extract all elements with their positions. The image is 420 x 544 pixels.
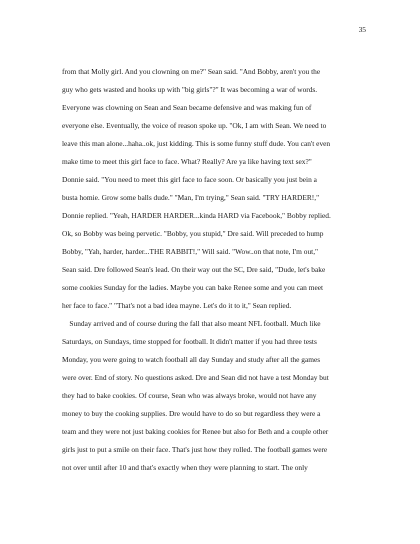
text-line: Sunday arrived and of course during the fall that also meant NFL football. Much like: [62, 319, 321, 328]
text-line: her face to face." "That's not a bad idea mayne. Let's do it to it," Sean replied.: [62, 301, 292, 310]
text-line: Everyone was clowning on Sean and Sean became defensive and was making fun of: [62, 103, 312, 112]
text-line: Saturdays, on Sundays, time stopped for football. It didn't matter if you had three tests: [62, 337, 317, 346]
text-line: Ok, so Bobby was being pervetic. "Bobby, you stupid," Dre said. Will preceded to hump: [62, 229, 324, 238]
text-line: Monday, you were going to watch football all day Sunday and study after all the games: [62, 355, 321, 364]
body-text: [62, 63, 360, 477]
text-line: team and they were not just baking cookies for Renee but also for Beth and a couple other: [62, 427, 329, 436]
text-line: leave this man alone...haha..ok, just kidding. This is some funny stuff dude. You can't even: [62, 139, 331, 148]
text-line: were over. End of story. No questions asked. Dre and Sean did not have a test Monday but: [62, 373, 329, 382]
text-line: some cookies Sunday for the ladies. Maybe you can bake Renee some and you can meet: [62, 283, 324, 292]
text-line: Donnie said. "You need to meet this girl face to face soon. Or basically you just bein a: [62, 175, 317, 184]
text-line: Donnie replied. "Yeah, HARDER HARDER...kinda HARD via Facebook," Bobby replied.: [62, 211, 331, 220]
text-line: they had to bake cookies. Of course, Sean who was always broke, would not have any: [62, 391, 317, 400]
text-line: everyone else. Eventually, the voice of reason spoke up. "Ok, I am with Sean. We need to: [62, 121, 327, 130]
text-line: Sean said. Dre followed Sean's lead. On their way out the SC, Dre said, "Dude, let's bake: [62, 265, 326, 274]
text-line: busta homie. Grow some balls dude." "Man, I'm trying," Sean said. "TRY HARDER!,": [62, 193, 320, 202]
text-line: girls just to put a smile on their face. That's just how they rolled. The football games were: [62, 445, 328, 454]
text-line: guy who gets wasted and hooks up with "big girls"?" It was becoming a war of words.: [62, 85, 318, 94]
text-line: make time to meet this girl face to face. What? Really? Are ya like having text sex?": [62, 157, 312, 166]
text-line: money to buy the cooking supplies. Dre would have to do so but regardless they were a: [62, 409, 321, 418]
page-number: 35: [358, 25, 366, 34]
text-line: Bobby, "Yah, harder, harder...THE RABBIT!," Will said. "Wow..on that note, I'm out,": [62, 247, 319, 256]
text-line: from that Molly girl. And you clowning on me?" Sean said. "And Bobby, aren't you the: [62, 67, 321, 76]
text-line: not over until after 10 and that's exactly when they were planning to start. The only: [62, 463, 308, 472]
